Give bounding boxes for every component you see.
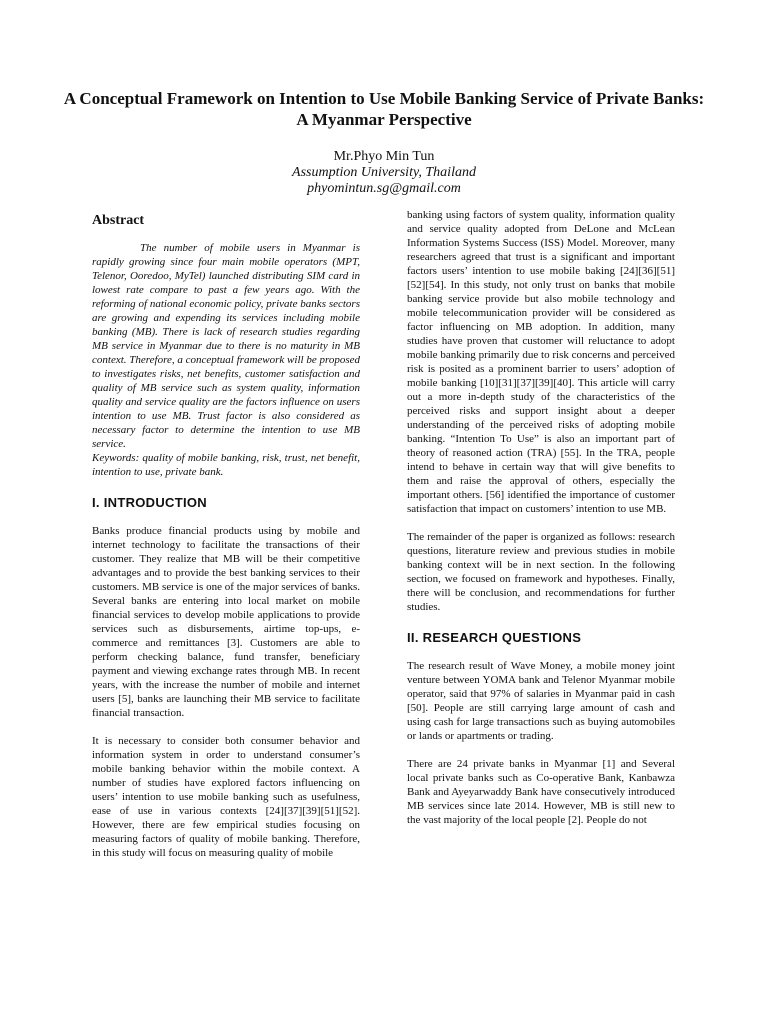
- research-questions-paragraph-2: There are 24 private banks in Myanmar [1] and Several local private banks such as Co-operative Bank, Kanbawza Bank and Ayeyarwaddy Bank have consecutively introduced MB services since late 2014. However, MB is still new to the vast majority of the local people [2]. People do not: [407, 758, 675, 826]
- keywords: Keywords: quality of mobile banking, risk, trust, net benefit, intention to use, private bank.: [92, 452, 360, 478]
- research-questions-paragraph-1: The research result of Wave Money, a mobile money joint venture between YOMA bank and Telenor Myanmar mobile operator, said that 97% of salaries in Myanmar paid in cash [50]. People are still carrying large amount of cash and using cash for large transactions such as buying automobiles or lands or apartments or trading.: [407, 660, 675, 742]
- abstract-heading: Abstract: [92, 213, 145, 228]
- introduction-paragraph-3: banking using factors of system quality, information quality and service quality adopted from DeLone and McLean Information Systems Success (ISS) Model. Moreover, many researchers agreed that trust is a significant and important factors users’ intention to use mobile baking [24][36][51][52][54]. In this study, not only trust on banks that mobile banking service provide but also mobile technology and mobile telecommunication provider will be considered as factor influencing on MB adoption. In addition, many studies have proven that customer will reluctance to adopt mobile banking primarily due to risk concerns and perceived risk is posited as a prominent barrier to users’ adoption of mobile banking [10][31][37][39][40]. This article will carry out a more in-depth study of the characteristics of the perceived risks and support insight about a deeper understanding of the perceived risks of adopting mobile banking. “Intention To Use” is also an important part of theory of reasoned action (TRA) [55]. In the TRA, people intend to behave in certain way that will give benefits to them and raise the approval of others, especially the important others. [56] identified the importance of customer satisfaction that impact on customers’ intention to use MB.: [407, 209, 675, 515]
- abstract-text: The number of mobile users in Myanmar is rapidly growing since four main mobile operators (MPT, Telenor, Ooredoo, MyTel) launched distributing SIM card in lowest rate compare to past a few years ago. With the reforming of national economic policy, private banks sectors are growing and expending its services including mobile banking (MB). There is lack of research studies regarding MB service in Myanmar due to there is no maturity in MB context. Therefore, a conceptual framework will be proposed to investigates risks, net benefits, customer satisfaction and quality of MB service such as system quality, information quality and service quality are the factors influence on users intention to use MB. Trust factor is also considered as necessary factor to determine the intention to use MB service.: [92, 242, 360, 450]
- author-name: Mr.Phyo Min Tun: [333, 149, 435, 164]
- abstract-section: [92, 241, 360, 479]
- introduction-paragraph-2: It is necessary to consider both consumer behavior and information system in order to understand consumer’s mobile banking behavior within the mobile context. A number of studies have explored factors influencing on users’ intention to use mobile banking such as usefulness, ease of use in various contexts [24][37][39][51][52]. However, there are few empirical studies focusing on measuring factors of quality of mobile banking. Therefore, in this study will focus on measuring quality of mobile: [92, 735, 360, 859]
- introduction-paragraph-1: Banks produce financial products using by mobile and internet technology to facilitate the transactions of their customer. They realize that MB will be their competitive advantages and to provide the best banking services to their customers. MB service is one of the major services of banks. Several banks are entering into local market on mobile financial services to develop mobile applications to provide services such as disbursements, airtime top-ups, e-commerce and remittances [3]. Customers are able to perform checking balance, fund transfer, beneficiary payment and viewing exchange rates through MB. In recent years, with the increase the number of mobile and internet users [5], banks are launching their MB service to facilitate financial transaction.: [92, 525, 360, 719]
- left-column: [92, 208, 360, 860]
- paper-title: A Conceptual Framework on Intention to Use Mobile Banking Service of Private Banks: A Myanmar Perspective: [63, 89, 705, 129]
- author-email: phyomintun.sg@gmail.com: [307, 181, 461, 196]
- research-questions-heading: II. RESEARCH QUESTIONS: [407, 630, 582, 645]
- introduction-heading: I. INTRODUCTION: [92, 495, 207, 510]
- author-affiliation: Assumption University, Thailand: [292, 165, 476, 180]
- introduction-paragraph-4: The remainder of the paper is organized as follows: research questions, literature review and previous studies in mobile banking context will be in next section. In the following section, we focused on framework and hypotheses. Finally, there will be conclusion, and recommendations for further studies.: [407, 531, 675, 613]
- right-column: [407, 208, 675, 827]
